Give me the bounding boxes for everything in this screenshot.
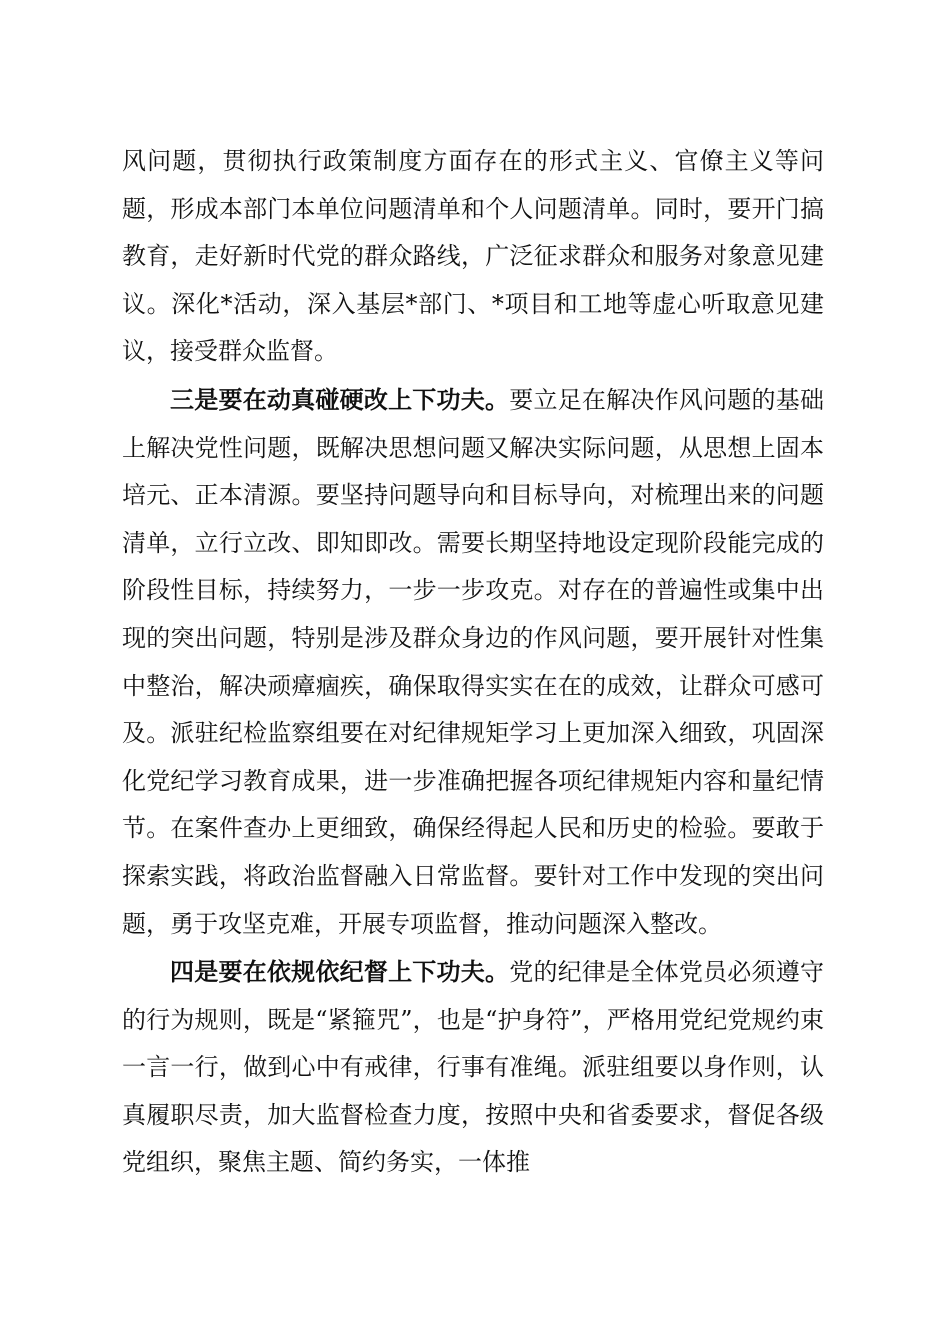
paragraph-2 [122, 376, 824, 948]
paragraph-1-text: 风问题，贯彻执行政策制度方面存在的形式主义、官僚主义等问题，形成本部门本单位问题清单和个人问题清单。同时，要开门搞教育，走好新时代党的群众路线，广泛征求群众和服务对象意见建议。深化*活动，深入基层*部门、*项目和工地等虚心听取意见建议，接受群众监督。 [122, 147, 824, 366]
paragraph-2-text: 要立足在解决作风问题的基础上解决党性问题，既解决思想问题又解决实际问题，从思想上固本培元、正本清源。要坚持问题导向和目标导向，对梳理出来的问题清单，立行立改、即知即改。需要长期坚持地设定现阶段能完成的阶段性目标，持续努力，一步一步攻克。对存在的普遍性或集中出现的突出问题，特别是涉及群众身边的作风问题，要开展针对性集中整治，解决顽瘴痼疾，确保取得实实在在的成效，让群众可感可及。派驻纪检监察组要在对纪律规矩学习上更加深入细致，巩固深化党纪学习教育成果，进一步准确把握各项纪律规矩内容和量纪情节。在案件查办上更细致，确保经得起人民和历史的检验。要敢于探索实践，将政治监督融入日常监督。要针对工作中发现的突出问题，勇于攻坚克难，开展专项监督，推动问题深入整改。 [122, 385, 825, 938]
paragraph-1 [122, 138, 824, 376]
paragraph-3-text: 党的纪律是全体党员必须遵守的行为规则，既是“紧箍咒”，也是“护身符”，严格用党纪党规约束一言一行，做到心中有戒律，行事有准绳。派驻组要以身作则，认真履职尽责，加大监督检查力度，按照中央和省委要求，督促各级党组织，聚焦主题、简约务实，一体推 [122, 958, 825, 1177]
paragraph-3-lead: 四是要在依规依纪督上下功夫。 [170, 957, 510, 987]
document-body [122, 138, 824, 1187]
paragraph-3 [122, 948, 824, 1187]
paragraph-2-lead: 三是要在动真碰硬改上下功夫。 [170, 384, 510, 414]
